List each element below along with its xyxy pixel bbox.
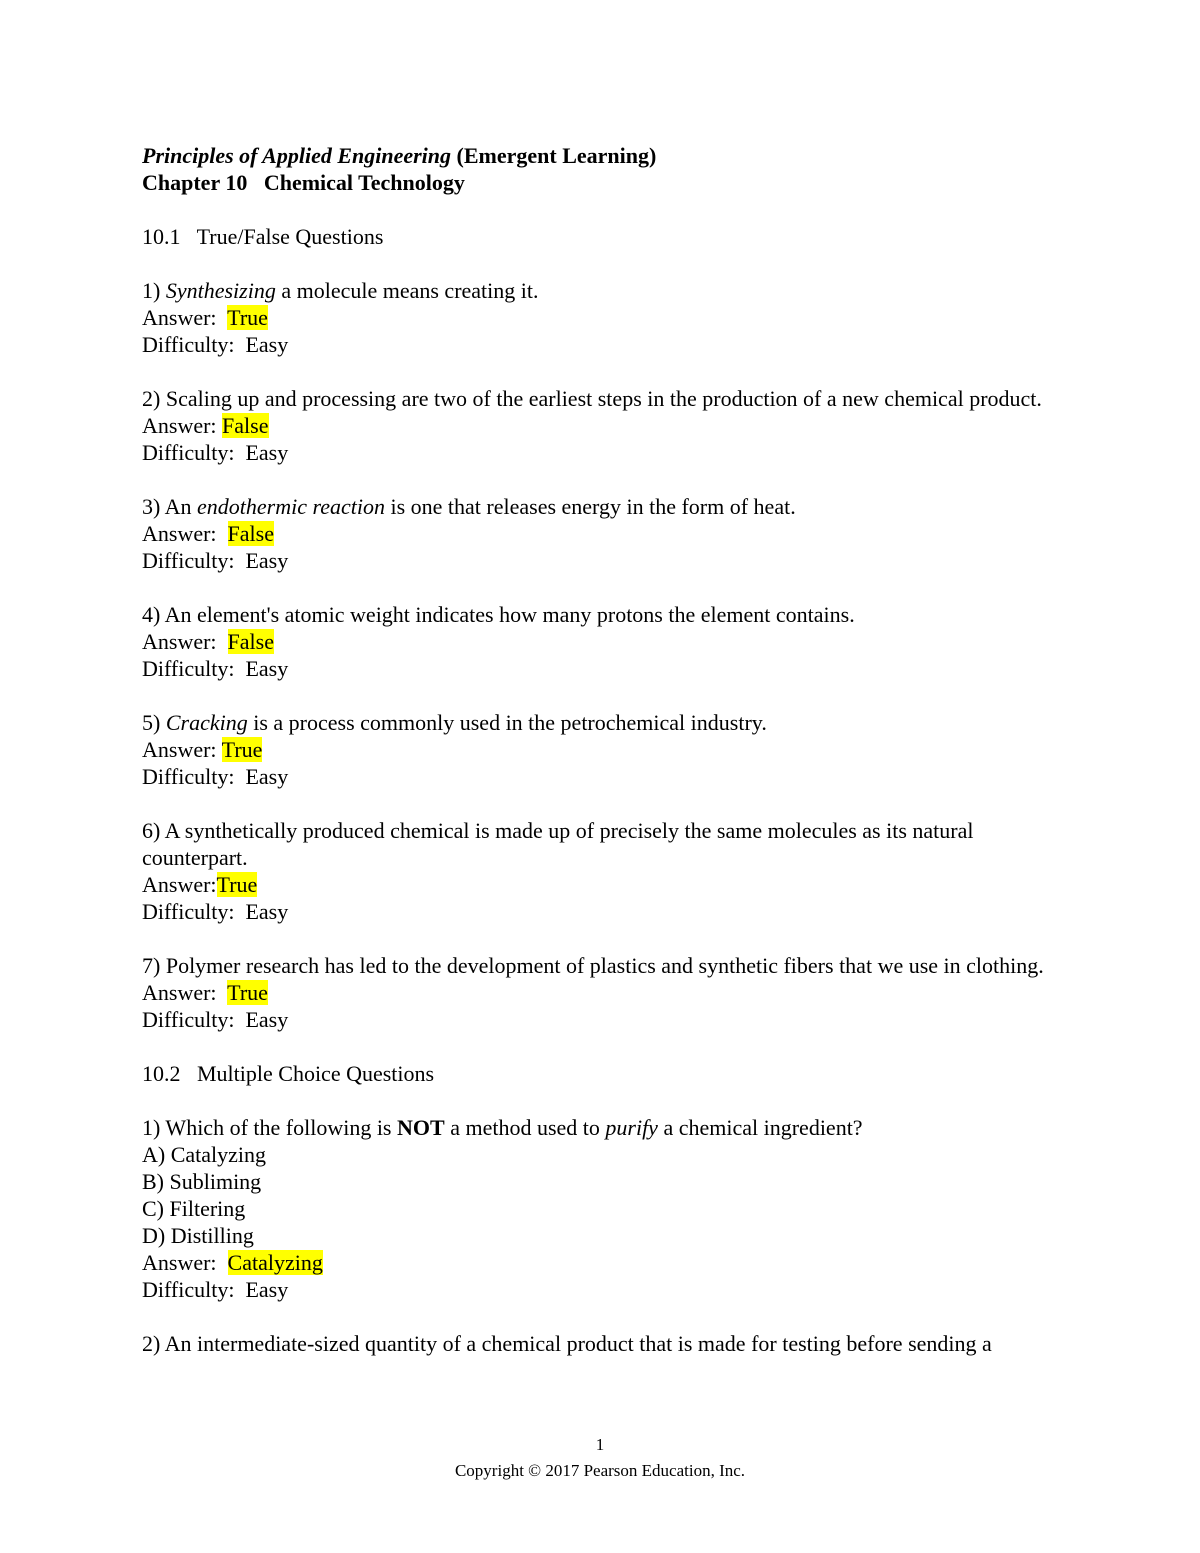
difficulty-line: Difficulty: Easy (142, 440, 289, 465)
answer-line: Answer: True (142, 737, 263, 762)
copyright-notice: Copyright © 2017 Pearson Education, Inc. (454, 1461, 746, 1480)
difficulty-line: Difficulty: Easy (142, 656, 289, 681)
answer-highlight: False (227, 629, 274, 654)
answer-highlight: False (227, 521, 274, 546)
section-heading-true-false: 10.1 True/False Questions (142, 224, 384, 249)
section-heading-multiple-choice: 10.2 Multiple Choice Questions (142, 1061, 435, 1086)
question-6: 6) A synthetically produced chemical is made up of precisely the same molecules as its natural counterpart. (142, 818, 974, 870)
answer-line: Answer: False (142, 629, 274, 654)
document-body (142, 142, 1062, 1357)
book-title: Principles of Applied Engineering (142, 143, 452, 168)
answer-line: Answer: Catalyzing (142, 1250, 323, 1275)
option-b: B) Subliming (142, 1169, 262, 1194)
difficulty-line: Difficulty: Easy (142, 899, 289, 924)
mc-question-2: 2) An intermediate-sized quantity of a chemical product that is made for testing before sending a (142, 1331, 992, 1356)
option-c: C) Filtering (142, 1196, 246, 1221)
question-4: 4) An element's atomic weight indicates how many protons the element contains. (142, 602, 855, 627)
difficulty-line: Difficulty: Easy (142, 1277, 289, 1302)
page-number: 1 (595, 1435, 605, 1454)
difficulty-line: Difficulty: Easy (142, 1007, 289, 1032)
question-1: 1) Synthesizing a molecule means creating it. (142, 278, 539, 303)
chapter-title: Chapter 10 Chemical Technology (142, 170, 465, 195)
answer-highlight: True (221, 737, 263, 762)
difficulty-line: Difficulty: Easy (142, 764, 289, 789)
question-5: 5) Cracking is a process commonly used in the petrochemical industry. (142, 710, 767, 735)
answer-highlight: False (222, 413, 269, 438)
question-3: 3) An endothermic reaction is one that releases energy in the form of heat. (142, 494, 796, 519)
option-d: D) Distilling (142, 1223, 254, 1248)
question-7: 7) Polymer research has led to the development of plastics and synthetic fibers that we use in clothing. (142, 953, 1044, 978)
difficulty-line: Difficulty: Easy (142, 548, 289, 573)
option-a: A) Catalyzing (142, 1142, 267, 1167)
answer-line: Answer: True (142, 980, 268, 1005)
book-title-line (142, 142, 1062, 169)
answer-line: Answer: False (142, 521, 274, 546)
answer-line: Answer: True (142, 305, 268, 330)
answer-highlight: True (227, 980, 268, 1005)
answer-highlight: True (216, 872, 258, 897)
difficulty-line: Difficulty: Easy (142, 332, 289, 357)
answer-highlight: Catalyzing (227, 1250, 323, 1275)
answer-highlight: True (227, 305, 268, 330)
book-subtitle: (Emergent Learning) (451, 143, 657, 168)
question-2: 2) Scaling up and processing are two of the earliest steps in the production of a new chemical product. (142, 386, 1042, 411)
answer-line: Answer: False (142, 413, 269, 438)
answer-line: Answer:True (142, 872, 258, 897)
mc-question-1: 1) Which of the following is NOT a method used to purify a chemical ingredient? (142, 1115, 863, 1140)
